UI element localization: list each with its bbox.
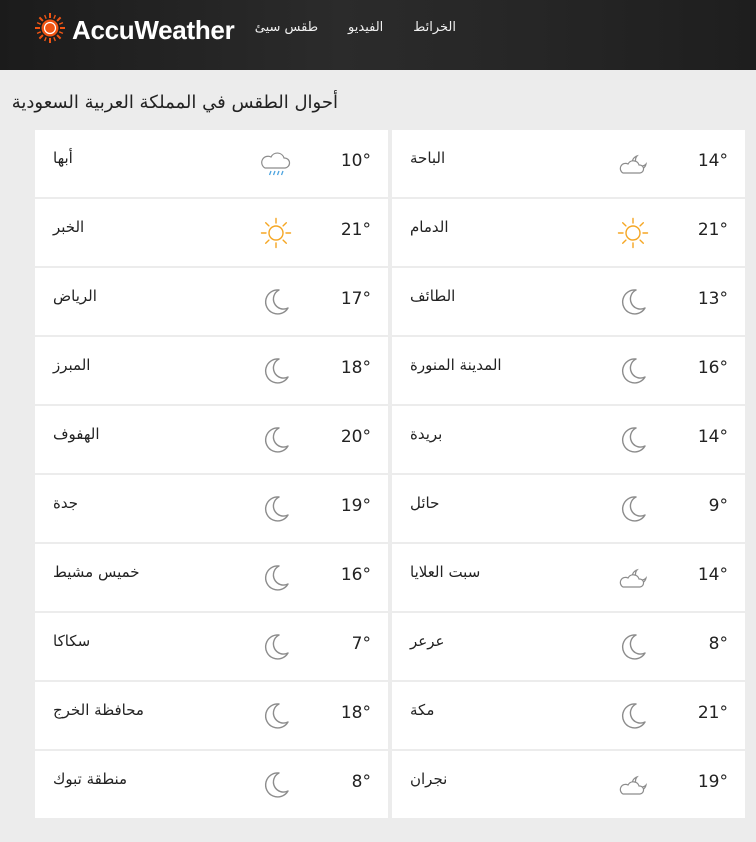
moon-icon: [617, 355, 649, 387]
moon-icon: [617, 286, 649, 318]
city-weather-card[interactable]: [392, 682, 745, 749]
city-name: محافظة الخرج: [53, 701, 144, 719]
city-name: الهفوف: [53, 425, 100, 443]
temperature: 8°: [351, 772, 371, 792]
temperature: 21°: [340, 220, 371, 240]
city-name: المبرز: [53, 356, 91, 374]
temperature: 8°: [708, 634, 728, 654]
city-name: سكاكا: [53, 632, 91, 650]
cloud-moon-icon: [617, 148, 649, 180]
temperature: 16°: [697, 358, 728, 378]
city-weather-card[interactable]: [35, 682, 388, 749]
moon-icon: [260, 769, 292, 801]
city-weather-card[interactable]: [35, 751, 388, 818]
main-nav: [255, 20, 456, 35]
city-name: حائل: [410, 494, 440, 512]
city-weather-card[interactable]: [35, 199, 388, 266]
temperature: 17°: [340, 289, 371, 309]
moon-icon: [617, 631, 649, 663]
moon-icon: [260, 631, 292, 663]
accuweather-logo[interactable]: [34, 12, 234, 48]
city-name: المدينة المنورة: [410, 356, 502, 374]
temperature: 21°: [697, 703, 728, 723]
city-name: بريدة: [410, 425, 443, 443]
temperature: 20°: [340, 427, 371, 447]
city-weather-card[interactable]: [392, 130, 745, 197]
temperature: 19°: [340, 496, 371, 516]
city-name: خميس مشيط: [53, 563, 140, 581]
city-weather-card[interactable]: [392, 475, 745, 542]
city-weather-card[interactable]: [392, 337, 745, 404]
city-weather-card[interactable]: [392, 199, 745, 266]
city-weather-card[interactable]: [35, 544, 388, 611]
nav-maps[interactable]: الخرائط: [413, 20, 456, 35]
cloud-moon-icon: [617, 769, 649, 801]
cloud-moon-icon: [617, 562, 649, 594]
moon-icon: [260, 562, 292, 594]
sun-icon: [260, 217, 292, 249]
city-weather-card[interactable]: [392, 751, 745, 818]
brand-name: AccuWeather: [72, 14, 235, 45]
nav-video[interactable]: الفيديو: [348, 20, 384, 35]
temperature: 18°: [340, 358, 371, 378]
temperature: 21°: [697, 220, 728, 240]
temperature: 14°: [697, 565, 728, 585]
moon-icon: [617, 493, 649, 525]
city-name: أبها: [53, 149, 73, 167]
moon-icon: [260, 493, 292, 525]
moon-icon: [617, 700, 649, 732]
rain-cloud-icon: [260, 148, 292, 180]
moon-icon: [617, 424, 649, 456]
city-weather-card[interactable]: [392, 613, 745, 680]
temperature: 13°: [697, 289, 728, 309]
top-header: [0, 0, 756, 70]
city-name: نجران: [410, 770, 448, 788]
city-weather-card[interactable]: [392, 406, 745, 473]
city-weather-card[interactable]: [35, 475, 388, 542]
city-name: جدة: [53, 494, 79, 512]
city-name: الباحة: [410, 149, 446, 167]
page-title: أحوال الطقس في المملكة العربية السعودية: [11, 92, 338, 113]
city-weather-card[interactable]: [392, 268, 745, 335]
city-name: الطائف: [410, 287, 456, 305]
nav-severe-weather[interactable]: طقس سيئ: [254, 20, 319, 35]
temperature: 19°: [697, 772, 728, 792]
temperature: 7°: [351, 634, 371, 654]
city-name: عرعر: [410, 632, 445, 650]
moon-icon: [260, 700, 292, 732]
city-name: مكة: [410, 701, 435, 719]
city-weather-card[interactable]: [35, 406, 388, 473]
temperature: 14°: [697, 151, 728, 171]
city-name: الخبر: [53, 218, 85, 236]
temperature: 16°: [340, 565, 371, 585]
city-weather-card[interactable]: [35, 337, 388, 404]
temperature: 9°: [708, 496, 728, 516]
city-name: الدمام: [410, 218, 449, 236]
sun-icon: [617, 217, 649, 249]
city-name: سبت العلايا: [410, 563, 481, 581]
moon-icon: [260, 424, 292, 456]
moon-icon: [260, 286, 292, 318]
temperature: 18°: [340, 703, 371, 723]
sun-logo-icon: [34, 12, 66, 48]
city-weather-grid: [35, 130, 745, 820]
city-weather-card[interactable]: [35, 130, 388, 197]
city-name: الرياض: [53, 287, 97, 305]
city-weather-card[interactable]: [35, 268, 388, 335]
moon-icon: [260, 355, 292, 387]
city-weather-card[interactable]: [392, 544, 745, 611]
temperature: 14°: [697, 427, 728, 447]
city-weather-card[interactable]: [35, 613, 388, 680]
city-name: منطقة تبوك: [53, 770, 128, 788]
temperature: 10°: [340, 151, 371, 171]
